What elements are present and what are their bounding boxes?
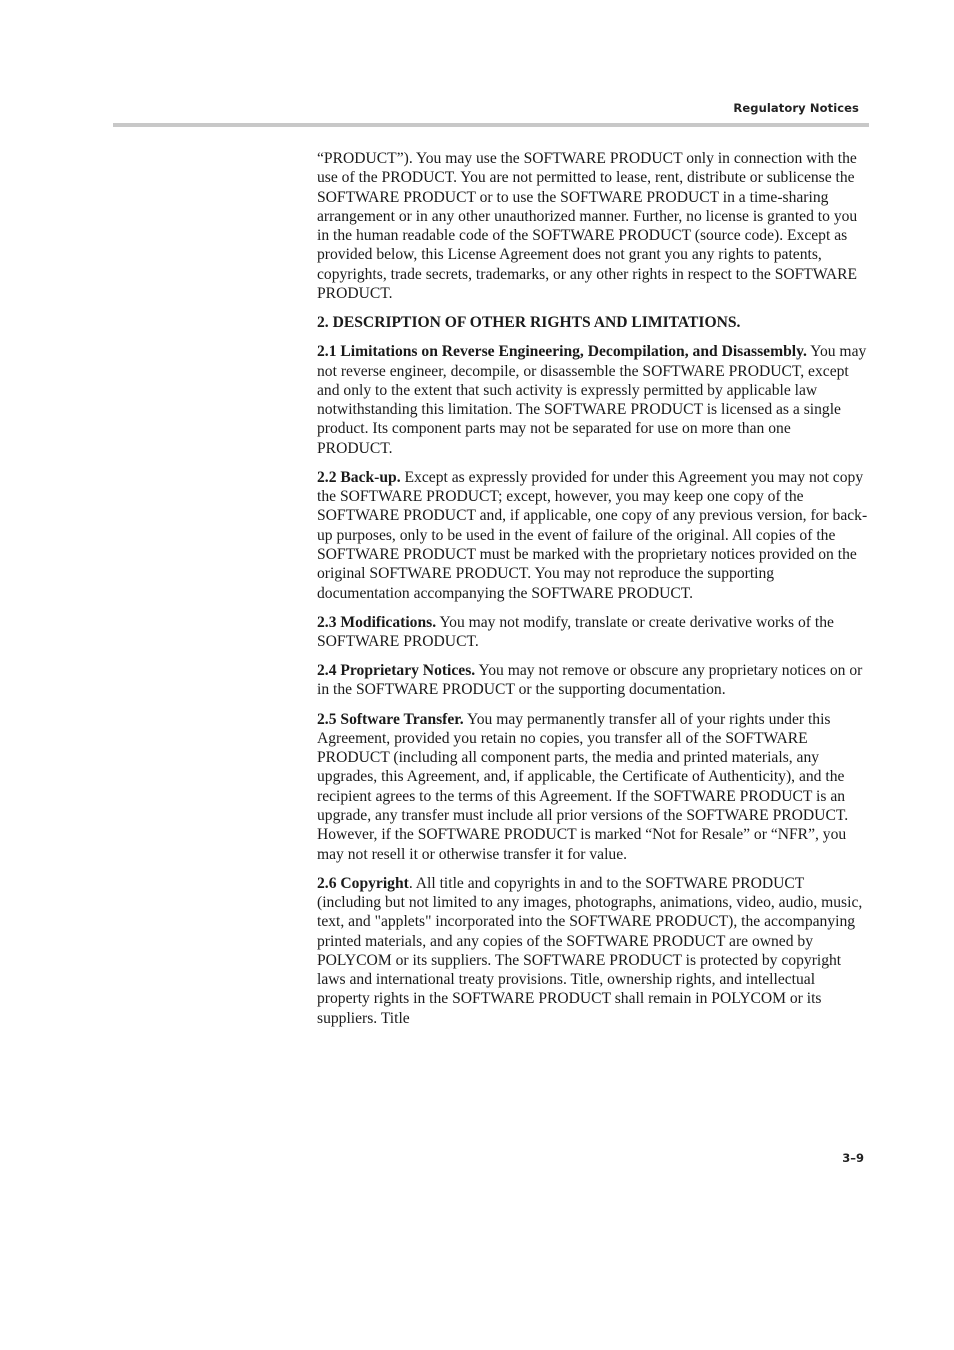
page-number: 3–9 xyxy=(842,1151,864,1165)
clause-2-6 xyxy=(317,874,869,1028)
clause-2-5-title: 2.5 Software Transfer. xyxy=(317,710,464,728)
clause-2-6-text: . All title and copyrights in and to the SOFTWARE PRODUCT (including but not limited to any images, photographs, animations, video, audio, music, text, and "applets" incorporated into the SOFTWARE PRODUCT), the accompanying printed materials, and any copies of the SOFTWARE PRODUCT are owned by POLYCOM or its suppliers. The SOFTWARE PRODUCT is protected by copyright laws and international treaty provisions. Title, ownership rights, and intellectual property rights in the SOFTWARE PRODUCT shall remain in POLYCOM or its suppliers. Title xyxy=(317,874,863,1027)
clause-2-2-title: 2.2 Back-up. xyxy=(317,468,401,486)
clause-2-1-title: 2.1 Limitations on Reverse Engineering, Decompilation, and Disassembly. xyxy=(317,343,807,361)
clause-2-3-text: You may not modify, translate or create derivative works of the SOFTWARE PRODUCT. xyxy=(317,613,834,651)
clause-2-5 xyxy=(317,710,869,864)
clause-2-1-text: You may not reverse engineer, decompile, or disassemble the SOFTWARE PRODUCT, except and only to the extent that such activity is expressly permitted by applicable law notwithstanding this limitation. The SOFTWARE PRODUCT is licensed as a single product. Its component parts may not be separated for use on more than one PRODUCT. xyxy=(317,343,867,457)
section-heading-text: 2. DESCRIPTION OF OTHER RIGHTS AND LIMITATIONS. xyxy=(317,314,741,332)
clause-2-1 xyxy=(317,342,869,458)
section-heading xyxy=(317,313,869,332)
clause-2-4-title: 2.4 Proprietary Notices. xyxy=(317,662,476,680)
document-body xyxy=(317,149,869,1038)
clause-2-5-text: You may permanently transfer all of your rights under this Agreement, provided you retain no copies, you transfer all of the SOFTWARE PRODUCT (including all component parts, the media and printed materials, any upgrades, this Agreement, and, if applicable, the Certificate of Authenticity), and the recipient agrees to the terms of this Agreement. If the SOFTWARE PRODUCT is an upgrade, any transfer must include all prior versions of the SOFTWARE PRODUCT. However, if the SOFTWARE PRODUCT is marked “Not for Resale” or “NFR”, you may not resell it or otherwise transfer it for value. xyxy=(317,710,849,863)
clause-2-2 xyxy=(317,468,869,603)
header-rule xyxy=(113,123,869,127)
clause-2-3-title: 2.3 Modifications. xyxy=(317,613,437,631)
clause-2-4 xyxy=(317,661,869,700)
clause-2-4-text: You may not remove or obscure any proprietary notices on or in the SOFTWARE PRODUCT or the supporting documentation. xyxy=(317,662,863,699)
intro-paragraph: “PRODUCT”). You may use the SOFTWARE PRODUCT only in connection with the use of the PRODUCT. You are not permitted to lease, rent, distribute or sublicense the SOFTWARE PRODUCT or to use the SOFTWARE PRODUCT in a time-sharing arrangement or in any other unauthorized manner. Further, no license is granted to you in the human readable code of the SOFTWARE PRODUCT (source code). Except as provided below, this License Agreement does not grant you any rights to patents, copyrights, trade secrets, trademarks, or any other rights in respect to the SOFTWARE PRODUCT. xyxy=(317,150,858,303)
clause-2-2-text: Except as expressly provided for under this Agreement you may not copy the SOFTWARE PRODUCT; except, however, you may keep one copy of the SOFTWARE PRODUCT and, if applicable, one copy of any previous version, for back-up purposes, only to be used in the event of failure of the original. All copies of the SOFTWARE PRODUCT must be marked with the proprietary notices provided on the original SOFTWARE PRODUCT. You may not reproduce the supporting documentation accompanying the SOFTWARE PRODUCT. xyxy=(317,468,868,602)
clause-2-3 xyxy=(317,613,869,652)
running-header: Regulatory Notices xyxy=(733,101,859,115)
clause-2-6-title: 2.6 Copyright xyxy=(317,874,409,892)
